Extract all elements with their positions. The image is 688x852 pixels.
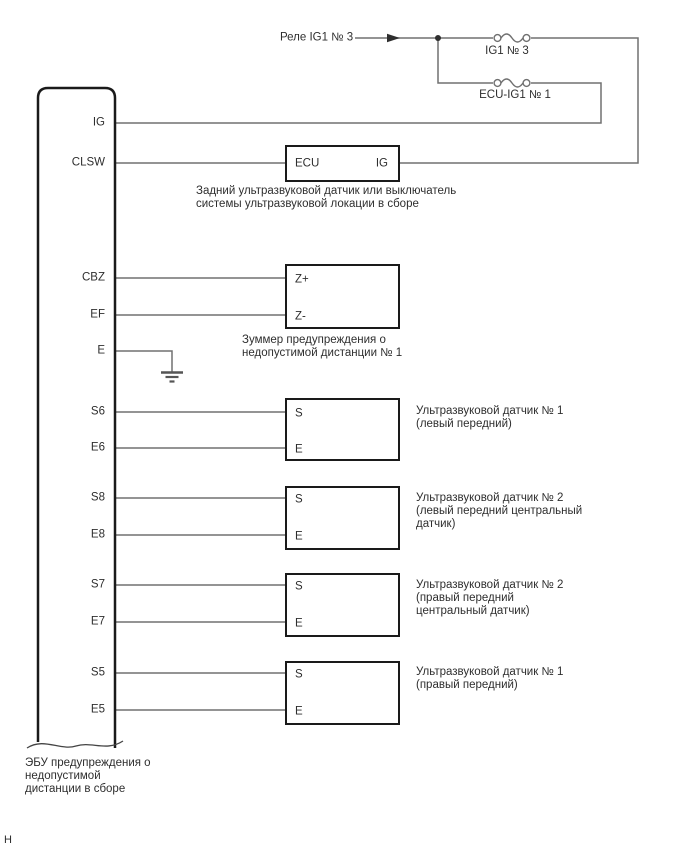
- ecu-pin-clsw: CLSW: [71, 156, 105, 169]
- sensor-pin-e: E: [295, 443, 303, 456]
- fuse2-label: ECU-IG1 № 1: [479, 89, 551, 101]
- caption-line: недопустимой дистанции № 1: [242, 347, 403, 359]
- caption-line: ЭБУ предупреждения о: [25, 757, 151, 769]
- sensor-pin-e: E: [295, 617, 303, 630]
- ecu-caption: [25, 757, 151, 796]
- arrow-right-icon: [387, 34, 400, 42]
- caption-line: системы ультразвуковой локации в сборе: [196, 198, 419, 210]
- caption-line: датчик): [416, 518, 456, 530]
- ecu-pin-ig: IG: [92, 116, 105, 129]
- rear-sensor-pin-ig: IG: [375, 157, 388, 169]
- buzzer-box: [285, 264, 400, 329]
- sensor-2-right-front-center-caption: [416, 579, 563, 618]
- ecu-pin-cbz: CBZ: [82, 271, 105, 284]
- sensor-2-left-front-center-box: [285, 486, 400, 550]
- caption-line: недопустимой: [25, 770, 101, 782]
- caption-line: Ультразвуковой датчик № 2: [416, 579, 564, 591]
- ecu-break-wave: [27, 741, 123, 748]
- sensor-pin-s: S: [295, 407, 303, 420]
- sensor-2-left-front-center-caption: [416, 492, 582, 531]
- caption-line: (правый передний: [416, 592, 514, 604]
- caption-line: Ультразвуковой датчик № 1: [416, 666, 564, 678]
- caption-line: Зуммер предупреждения о: [242, 334, 386, 346]
- ecu-pin-e8: E8: [90, 528, 105, 541]
- relay-label: Реле IG1 № 3: [280, 31, 354, 44]
- ecu-pin-e6: E6: [90, 441, 105, 454]
- sensor-1-right-front-box: [285, 661, 400, 725]
- caption-line: Задний ультразвуковой датчик или выключатель: [196, 185, 457, 197]
- fuse-ecu-ig1-no1-icon: [494, 79, 530, 87]
- sensor-pin-e: E: [295, 705, 303, 718]
- junction-dot: [435, 35, 441, 41]
- ecu-pin-s6: S6: [90, 405, 105, 418]
- buzzer-pin-z-minus: Z-: [295, 310, 306, 323]
- sensor-pin-s: S: [295, 580, 303, 593]
- ecu-pin-s8: S8: [90, 491, 105, 504]
- ecu-pin-s5: S5: [90, 666, 105, 679]
- caption-line: (левый передний центральный: [416, 505, 583, 517]
- fuse1-label: IG1 № 3: [485, 45, 529, 57]
- rear-sensor-pin-ecu: ECU: [295, 157, 320, 169]
- ecu-pin-ef: EF: [90, 308, 105, 321]
- wire-e-ground: [115, 351, 172, 372]
- ground-icon: [161, 373, 183, 382]
- ecu-pin-e: E: [97, 344, 105, 357]
- caption-line: Ультразвуковой датчик № 2: [416, 492, 564, 504]
- caption-line: (левый передний): [416, 418, 512, 430]
- ecu-pin-s7: S7: [90, 578, 105, 591]
- caption-line: дистанции в сборе: [25, 783, 126, 795]
- caption-line: центральный датчик): [416, 605, 530, 617]
- rear-sensor-switch-box: [285, 145, 400, 182]
- sensor-1-left-front-caption: [416, 405, 563, 431]
- ecu-pin-e7: E7: [90, 615, 105, 628]
- buzzer-pin-z-plus: Z+: [295, 273, 309, 286]
- caption-line: Ультразвуковой датчик № 1: [416, 405, 564, 417]
- sensor-pin-s: S: [295, 668, 303, 681]
- sensor-1-left-front-box: [285, 398, 400, 461]
- rear-sensor-switch-caption: [196, 185, 456, 211]
- sensor-1-right-front-caption: [416, 666, 563, 692]
- ecu-pin-e5: E5: [90, 703, 105, 716]
- caption-line: (правый передний): [416, 679, 518, 691]
- buzzer-caption: [242, 334, 402, 360]
- fuse-ig1-no3-icon: [494, 34, 530, 42]
- sensor-2-right-front-center-box: [285, 573, 400, 637]
- page-mark: Н: [4, 834, 12, 846]
- sensor-pin-e: E: [295, 530, 303, 543]
- sensor-pin-s: S: [295, 493, 303, 506]
